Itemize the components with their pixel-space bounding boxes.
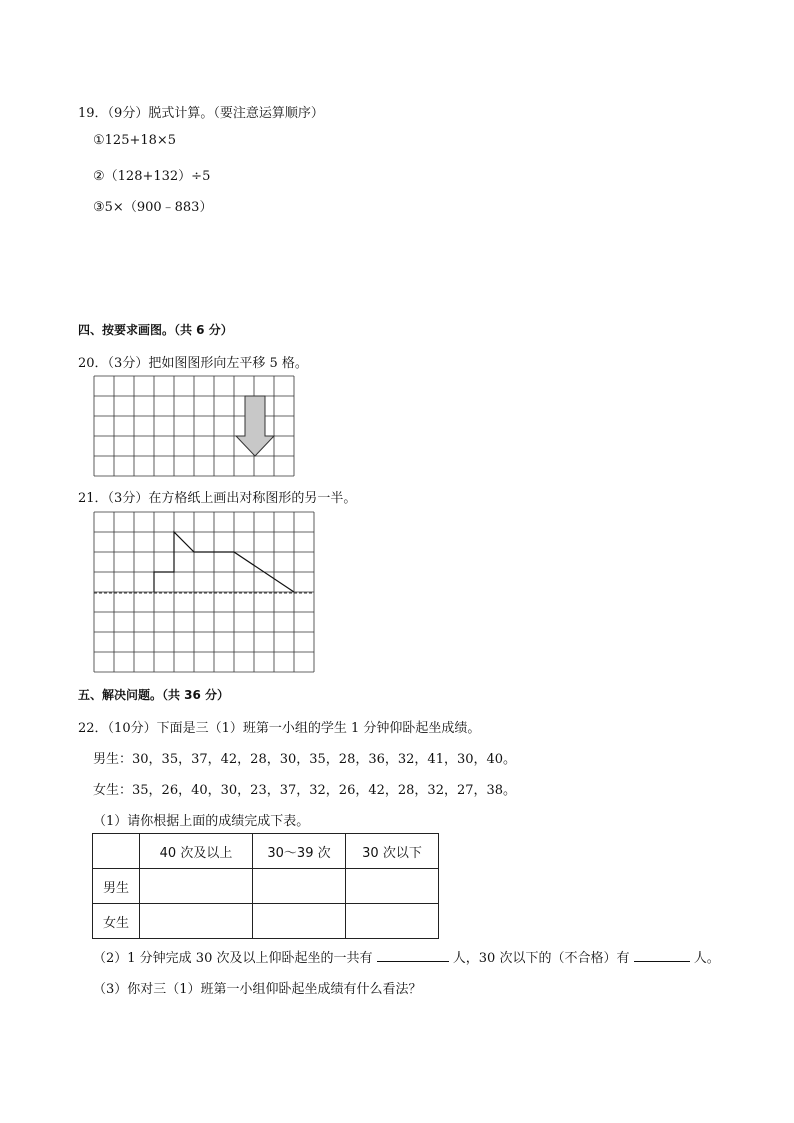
score-table [92, 833, 439, 939]
table-cell [253, 869, 346, 904]
table-cell [140, 904, 253, 939]
table-cell [346, 904, 439, 939]
down-arrow-shape [236, 396, 274, 456]
q22-sub2 [93, 947, 720, 966]
q22-boys-scores: 男生：30，35，37，42，28，30，35，28，36，32，41，30，40。 [93, 752, 517, 767]
q22-girls-scores: 女生：35，26，40，30，23，37，32，26，42，28，32，27，38。 [93, 783, 517, 798]
q21-title: 21．（3分）在方格纸上画出对称图形的另一半。 [78, 491, 357, 506]
table-cell [253, 904, 346, 939]
answer-blank-fail[interactable] [634, 949, 690, 962]
q19-item-3: ③5×（900﹣883） [93, 200, 213, 215]
q22-sub3: （3）你对三（1）班第一小组仰卧起坐成绩有什么看法？ [93, 982, 422, 997]
table-row [93, 869, 439, 904]
q19-title: 19．（9分）脱式计算。（要注意运算顺序） [78, 106, 324, 121]
q19-item-2: ②（128+132）÷5 [93, 169, 211, 184]
q20-grid-figure [94, 376, 296, 477]
q20-title: 20．（3分）把如图图形向左平移 5 格。 [78, 356, 308, 371]
table-row [93, 904, 439, 939]
table-cell [346, 869, 439, 904]
q22-title: 22．（10分）下面是三（1）班第一小组的学生 1 分钟仰卧起坐成绩。 [78, 721, 481, 736]
q19-item-1: ①125+18×5 [93, 133, 177, 148]
section-4-title: 四、按要求画图。（共 6 分） [78, 323, 233, 337]
q21-grid-figure [94, 512, 316, 674]
q22-sub2-part-b: 人，30 次以下的（不合格）有 [452, 951, 630, 966]
table-row-label: 女生 [93, 904, 140, 939]
q22-sub1: （1）请你根据上面的成绩完成下表。 [93, 814, 310, 829]
q22-sub2-part-a: （2）1 分钟完成 30 次及以上仰卧起坐的一共有 [93, 951, 373, 966]
answer-blank-total[interactable] [377, 949, 449, 962]
q22-sub2-part-c: 人。 [693, 951, 720, 966]
table-header-cell: 30～39 次 [253, 834, 346, 869]
table-cell [140, 869, 253, 904]
half-figure-outline [154, 532, 294, 592]
table-header-cell [93, 834, 140, 869]
table-row-label: 男生 [93, 869, 140, 904]
table-header-cell: 30 次以下 [346, 834, 439, 869]
section-5-title: 五、解决问题。（共 36 分） [78, 688, 230, 702]
table-header-row [93, 834, 439, 869]
table-header-cell: 40 次及以上 [140, 834, 253, 869]
